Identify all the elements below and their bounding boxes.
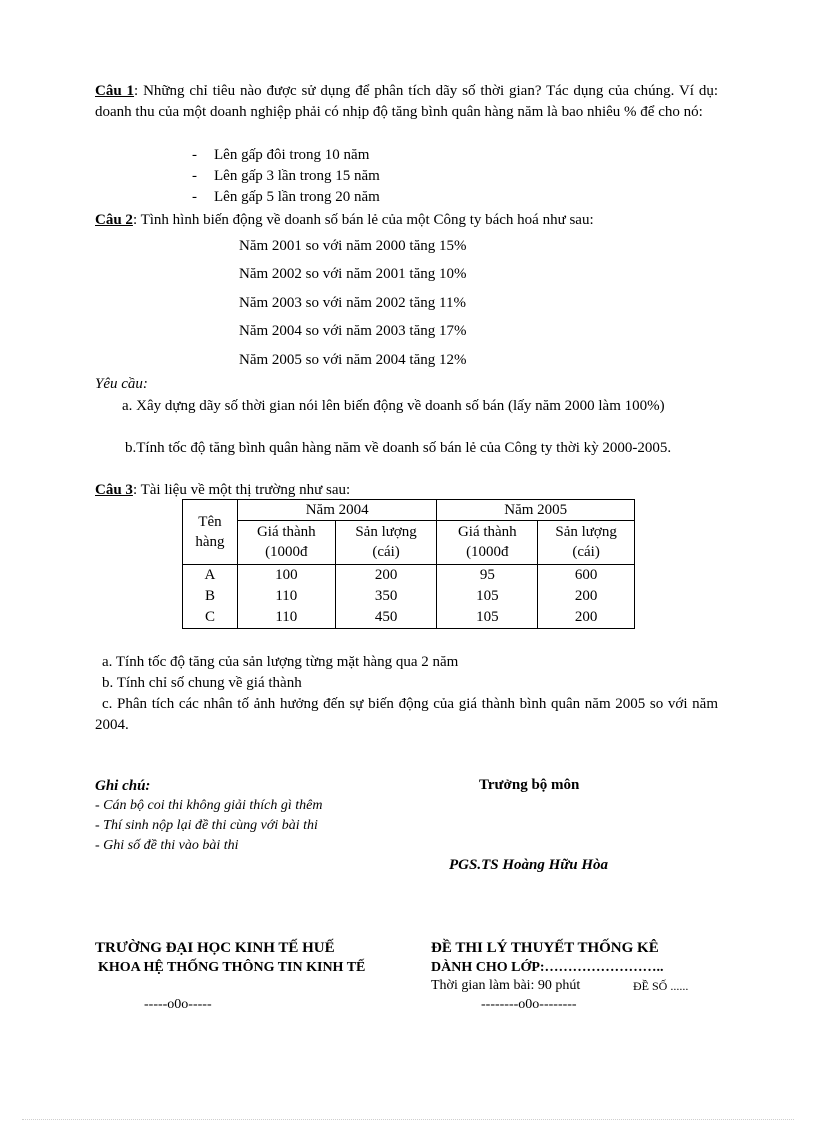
question-2-label: Câu 2 <box>95 212 133 228</box>
question-1-bullet: - Lên gấp 3 lần trong 15 năm <box>192 168 380 184</box>
separator-left: -----o0o----- <box>144 997 212 1012</box>
exam-title: ĐỀ THI LÝ THUYẾT THỐNG KÊ <box>431 940 659 956</box>
cell-item: A <box>183 565 238 587</box>
cell-qty-2004: 350 <box>335 586 437 607</box>
requirement-b: b.Tính tốc độ tăng bình quân hàng năm về doanh số bán lẻ của Công ty thời kỳ 2000-2005. <box>125 440 672 456</box>
note-item: - Ghi số đề thi vào bài thi <box>95 838 239 853</box>
table-row <box>183 586 635 607</box>
cell-price-2004: 110 <box>237 586 335 607</box>
signature-name: PGS.TS Hoàng Hữu Hòa <box>449 857 609 873</box>
question-1 <box>95 81 718 123</box>
header-price: Giá thành (1000đ <box>237 521 335 565</box>
cell-price-2005: 105 <box>437 607 538 629</box>
growth-line: Năm 2003 so với năm 2002 tăng 11% <box>239 295 466 311</box>
header-quantity: Sản lượng (cái) <box>335 521 437 565</box>
cell-qty-2004: 200 <box>335 565 437 587</box>
question-2-text: : Tình hình biến động về doanh số bán lẻ của một Công ty bách hoá như sau: <box>132 212 594 228</box>
question-1-bullet: - Lên gấp 5 lần trong 20 năm <box>192 189 380 205</box>
header-price: Giá thành (1000đ <box>437 521 538 565</box>
header-year-2004: Năm 2004 <box>237 500 437 521</box>
header-item: Tên hàng <box>183 500 238 565</box>
question-1-text: : Những chỉ tiêu nào được sử dụng để phân tích dãy số thời gian? Tác dụng của chúng. Ví dụ: doanh thu của một doanh nghiệp phải có nhịp độ tăng bình quân hàng năm là bao nhiêu % để cho nó: <box>95 83 718 120</box>
question-3-label: Câu 3 <box>95 482 133 498</box>
cell-item: B <box>183 586 238 607</box>
school-name: TRƯỜNG ĐẠI HỌC KINH TẾ HUẾ <box>95 940 335 956</box>
cell-qty-2005: 200 <box>538 607 635 629</box>
table-row <box>183 565 635 587</box>
growth-line: Năm 2005 so với năm 2004 tăng 12% <box>239 352 467 368</box>
exam-time: Thời gian làm bài: 90 phút <box>431 978 581 993</box>
table-row <box>183 607 635 629</box>
header-quantity: Sản lượng (cái) <box>538 521 635 565</box>
requirement-label: Yêu cầu: <box>95 376 148 392</box>
growth-line: Năm 2001 so với năm 2000 tăng 15% <box>239 238 467 254</box>
cell-qty-2005: 200 <box>538 586 635 607</box>
growth-line: Năm 2002 so với năm 2001 tăng 10% <box>239 266 467 282</box>
task-a: a. Tính tốc độ tăng của sản lượng từng mặt hàng qua 2 năm <box>102 654 459 670</box>
cell-qty-2005: 600 <box>538 565 635 587</box>
faculty-name: KHOA HỆ THỐNG THÔNG TIN KINH TẾ <box>98 960 366 975</box>
requirement-a: a. Xây dựng dãy số thời gian nói lên biến động về doanh số bán (lấy năm 2000 làm 100%) <box>122 398 665 414</box>
cell-price-2004: 110 <box>237 607 335 629</box>
exam-number: ĐỀ SỐ ...... <box>633 979 689 993</box>
market-data-table <box>182 499 635 629</box>
cell-price-2005: 105 <box>437 586 538 607</box>
question-2 <box>95 210 594 231</box>
task-b: b. Tính chỉ số chung về giá thành <box>102 675 302 691</box>
cell-qty-2004: 450 <box>335 607 437 629</box>
cell-price-2004: 100 <box>237 565 335 587</box>
note-item: - Thí sinh nộp lại đề thi cùng với bài thi <box>95 818 318 833</box>
question-3 <box>95 480 350 501</box>
signature-role: Trưởng bộ môn <box>479 777 580 793</box>
question-1-label: Câu 1 <box>95 83 135 99</box>
question-1-bullet: - Lên gấp đôi trong 10 năm <box>192 147 370 163</box>
separator-right: --------o0o-------- <box>481 997 577 1012</box>
cell-item: C <box>183 607 238 629</box>
note-item: - Cán bộ coi thi không giải thích gì thêm <box>95 798 323 813</box>
page-bottom-border <box>22 1119 794 1120</box>
header-year-2005: Năm 2005 <box>437 500 635 521</box>
cell-price-2005: 95 <box>437 565 538 587</box>
class-field: DÀNH CHO LỚP:…………………….. <box>431 960 664 975</box>
question-3-text: : Tài liệu về một thị trường như sau: <box>132 482 351 498</box>
notes-title: Ghi chú: <box>95 778 151 794</box>
growth-line: Năm 2004 so với năm 2003 tăng 17% <box>239 323 467 339</box>
task-c: c. Phân tích các nhân tố ảnh hưởng đến sự biến động của giá thành bình quân năm 2005 so với năm 2004. <box>95 696 718 733</box>
